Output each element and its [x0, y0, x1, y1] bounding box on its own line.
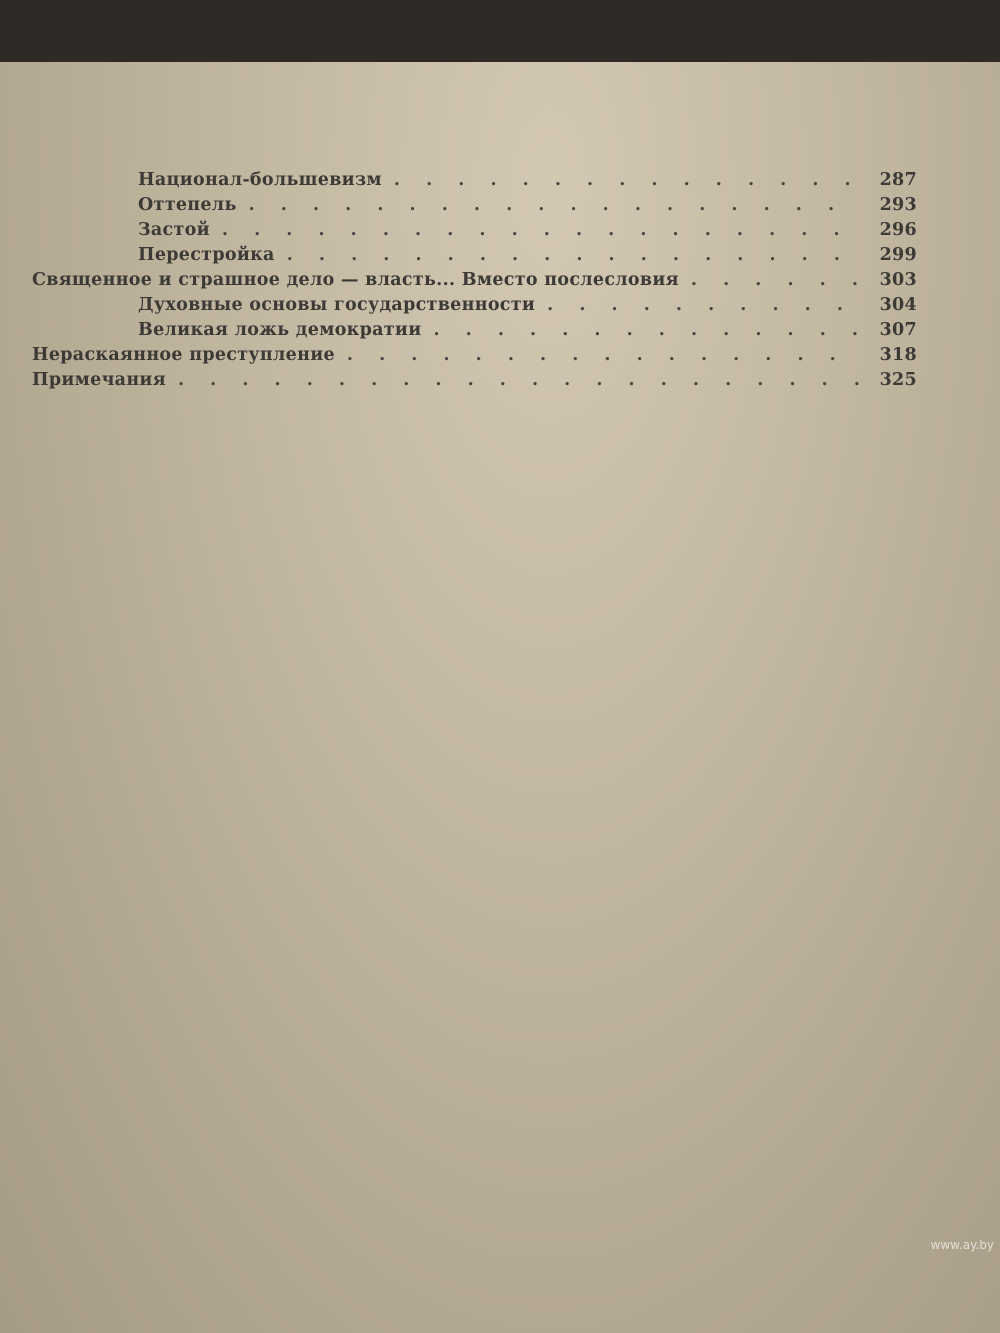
dot-leader [178, 368, 861, 393]
toc-entry-page: 307 [879, 320, 917, 340]
dot-leader [394, 168, 861, 193]
toc-entry [32, 368, 917, 393]
toc-entry-title: Застой [138, 220, 210, 240]
dot-leader [547, 293, 861, 318]
toc-entry [32, 168, 917, 193]
site-watermark: www.ay.by [930, 1238, 994, 1252]
dot-leader [691, 268, 861, 293]
toc-entry-page: 296 [879, 220, 917, 240]
toc-entry-title: Священное и страшное дело — власть... Вместо послесловия [32, 270, 679, 290]
toc-entry-page: 304 [879, 295, 917, 315]
toc-entry [32, 268, 917, 293]
toc-entry-page: 287 [879, 170, 917, 190]
toc-entry-page: 293 [879, 195, 917, 215]
toc-entry [32, 193, 917, 218]
toc-entry-title: Оттепель [138, 195, 237, 215]
toc-entry-page: 303 [879, 270, 917, 290]
toc-entry-title: Примечания [32, 370, 166, 390]
toc-entry-page: 318 [879, 345, 917, 365]
dot-leader [249, 193, 861, 218]
dot-leader [287, 243, 861, 268]
book-page [0, 62, 1000, 1333]
dot-leader [222, 218, 861, 243]
toc-entry-page: 325 [879, 370, 917, 390]
toc-entry [32, 293, 917, 318]
toc-entry-title: Нераскаянное преступление [32, 345, 335, 365]
dot-leader [347, 343, 861, 368]
toc-entry-page: 299 [879, 245, 917, 265]
toc-entry [32, 343, 917, 368]
toc-entry-title: Перестройка [138, 245, 275, 265]
toc-entry-title: Духовные основы государственности [138, 295, 536, 315]
toc-entry-title: Национал-большевизм [138, 170, 382, 190]
toc-entry-title: Великая ложь демократии [138, 320, 422, 340]
dot-leader [433, 318, 861, 343]
table-of-contents [32, 168, 917, 393]
toc-entry [32, 218, 917, 243]
toc-entry [32, 243, 917, 268]
toc-entry [32, 318, 917, 343]
